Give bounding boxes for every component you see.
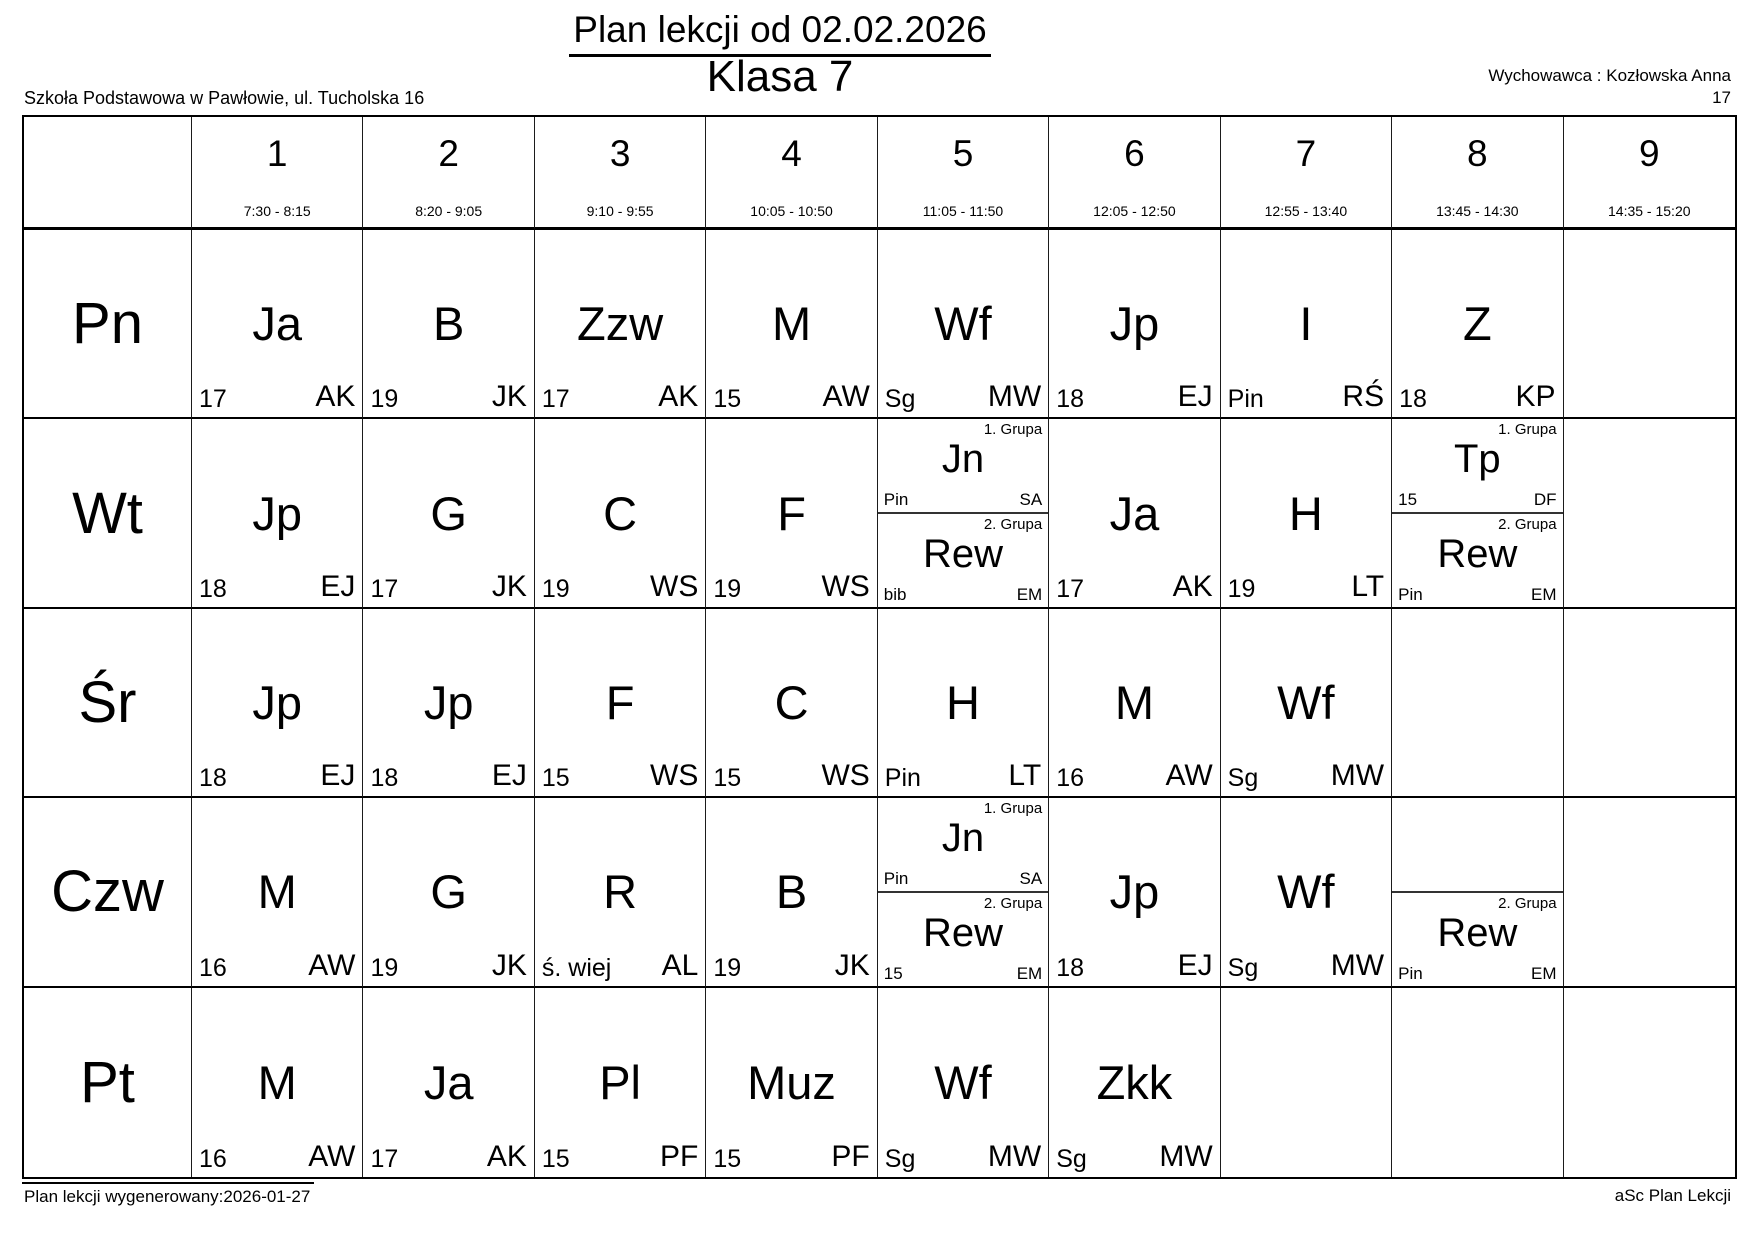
teacher: AW <box>1165 759 1213 793</box>
subject: C <box>774 675 809 729</box>
subject: M <box>257 1055 297 1109</box>
lesson-cell <box>878 609 1049 798</box>
teacher: EM <box>1016 584 1043 604</box>
room: 18 <box>199 574 227 603</box>
lesson-cell <box>1564 988 1735 1177</box>
subject: Rew <box>922 910 1003 955</box>
lesson-cell <box>192 609 363 798</box>
room: 17 <box>370 1144 399 1173</box>
room: 15 <box>713 1144 742 1173</box>
subject: G <box>430 486 467 540</box>
page-number: 17 <box>1712 88 1731 107</box>
room: Pin <box>1398 963 1423 983</box>
subject: Rew <box>1437 910 1518 955</box>
room: 19 <box>370 953 399 982</box>
lesson-cell <box>1049 230 1220 419</box>
teacher: MW <box>1330 948 1385 982</box>
period-time: 14:35 - 15:20 <box>1608 203 1691 219</box>
lesson-cell <box>706 798 877 987</box>
lesson-cell <box>878 798 1049 987</box>
period-header <box>706 117 877 230</box>
teacher: EM <box>1016 963 1043 983</box>
subject: Zkk <box>1096 1055 1173 1109</box>
group-half <box>878 798 1048 893</box>
subject: Wf <box>934 297 992 351</box>
lesson-cell <box>363 988 534 1177</box>
group-label: 2. Grupa <box>983 894 1043 912</box>
room: 17 <box>199 385 227 414</box>
lesson-cell <box>1392 798 1563 987</box>
period-number: 8 <box>1467 133 1488 174</box>
subject: H <box>946 675 980 729</box>
subject: Wf <box>1277 675 1335 729</box>
room: Pin <box>884 764 921 793</box>
subject: H <box>1288 486 1323 540</box>
room: Pin <box>1398 584 1423 604</box>
lesson-cell <box>192 230 363 419</box>
teacher: JK <box>491 948 527 982</box>
teacher: MW <box>987 1139 1042 1173</box>
subject: Jp <box>252 486 303 540</box>
lesson-cell <box>1221 988 1392 1177</box>
teacher: AK <box>486 1139 527 1173</box>
room: 15 <box>883 963 903 983</box>
period-header <box>1221 117 1392 230</box>
room: Pin <box>1227 385 1264 414</box>
room: 18 <box>1056 385 1085 414</box>
period-time: 8:20 - 9:05 <box>415 203 483 219</box>
group-label: 1. Grupa <box>983 800 1043 818</box>
room: Sg <box>884 1144 916 1173</box>
subject: Ja <box>423 1055 474 1109</box>
class-name: Klasa 7 <box>706 52 854 101</box>
period-number: 7 <box>1295 133 1317 174</box>
teacher: EJ <box>1177 380 1213 414</box>
lesson-cell <box>1221 798 1392 987</box>
room: 19 <box>713 953 742 982</box>
period-time: 13:45 - 14:30 <box>1436 203 1519 219</box>
period-number: 4 <box>781 133 802 174</box>
lesson-cell <box>363 609 534 798</box>
generated-date: Plan lekcji wygenerowany:2026-01-27 <box>22 1182 314 1207</box>
teacher: EJ <box>491 759 527 793</box>
teacher: PF <box>831 1139 870 1173</box>
teacher: EM <box>1531 963 1557 983</box>
room: 18 <box>1056 953 1085 982</box>
period-time: 11:05 - 11:50 <box>922 203 1004 219</box>
period-time: 7:30 - 8:15 <box>243 203 311 219</box>
room: 18 <box>1399 385 1427 414</box>
room: ś. wiej <box>541 953 612 982</box>
teacher: EM <box>1531 584 1557 604</box>
group-half <box>1392 798 1562 893</box>
timetable-grid <box>22 115 1737 1179</box>
period-number: 3 <box>609 133 631 174</box>
lesson-cell <box>1392 419 1563 608</box>
lesson-cell <box>1564 230 1735 419</box>
lesson-cell <box>1564 419 1735 608</box>
room: Pin <box>883 868 909 888</box>
teacher: RŚ <box>1342 380 1385 414</box>
subject: M <box>1114 675 1155 729</box>
period-header <box>1564 117 1735 230</box>
room: 15 <box>1398 490 1418 510</box>
lesson-cell <box>1221 419 1392 608</box>
subject: Jp <box>1109 297 1160 351</box>
room: bib <box>883 584 907 604</box>
group-half <box>878 514 1048 607</box>
lesson-cell <box>1221 230 1392 419</box>
subject: B <box>775 865 808 919</box>
teacher: AW <box>822 380 870 414</box>
period-number: 6 <box>1124 133 1145 174</box>
subject: R <box>603 865 638 919</box>
day-label: Śr <box>24 609 192 798</box>
period-time: 10:05 - 10:50 <box>750 203 833 219</box>
lesson-cell <box>192 419 363 608</box>
period-header <box>192 117 363 230</box>
group-half <box>1392 514 1562 607</box>
teacher: EJ <box>320 759 356 793</box>
room: 18 <box>370 764 399 793</box>
period-time: 12:05 - 12:50 <box>1093 203 1176 219</box>
group-label: 2. Grupa <box>1498 894 1557 912</box>
subject: Jp <box>1109 865 1160 919</box>
lesson-cell <box>192 988 363 1177</box>
teacher: JK <box>491 380 527 414</box>
lesson-cell <box>878 988 1049 1177</box>
lesson-cell <box>878 419 1049 608</box>
room: 17 <box>1056 574 1085 603</box>
lesson-cell <box>1049 988 1220 1177</box>
group-half <box>878 893 1048 986</box>
teacher: WS <box>821 759 870 793</box>
subject: Muz <box>747 1055 836 1109</box>
room: 16 <box>199 1144 227 1173</box>
teacher: KP <box>1515 380 1556 414</box>
room: 17 <box>541 385 570 414</box>
teacher: WS <box>821 569 870 603</box>
subject: Ja <box>252 297 303 351</box>
room: 16 <box>1056 764 1085 793</box>
teacher: AK <box>658 380 699 414</box>
period-header <box>535 117 706 230</box>
brand-label: aSc Plan Lekcji <box>1614 1186 1731 1205</box>
group-label: 1. Grupa <box>1498 421 1557 439</box>
subject: Z <box>1462 297 1492 351</box>
teacher: AW <box>308 948 356 982</box>
subject: F <box>605 675 635 729</box>
lesson-cell <box>706 988 877 1177</box>
lesson-cell <box>535 230 706 419</box>
room: 19 <box>1227 574 1256 603</box>
teacher: EJ <box>1177 948 1213 982</box>
subject: Pl <box>599 1055 641 1109</box>
room: Sg <box>1227 953 1259 982</box>
subject: Wf <box>1277 865 1335 919</box>
room: 19 <box>713 574 742 603</box>
teacher: EJ <box>320 569 356 603</box>
lesson-cell <box>363 419 534 608</box>
homeroom-teacher: Wychowawca : Kozłowska Anna <box>1488 66 1731 85</box>
lesson-cell <box>1564 609 1735 798</box>
subject: G <box>430 865 467 919</box>
teacher: JK <box>834 948 870 982</box>
lesson-cell <box>535 609 706 798</box>
teacher: JK <box>491 569 527 603</box>
room: Sg <box>884 385 916 414</box>
teacher: DF <box>1533 490 1557 510</box>
period-number: 2 <box>438 133 459 174</box>
subject: Rew <box>922 531 1003 576</box>
corner-cell <box>24 117 192 230</box>
subject: Zzw <box>577 297 664 351</box>
group-label: 2. Grupa <box>983 516 1043 534</box>
subject: Jn <box>941 816 985 861</box>
day-label: Czw <box>24 798 192 987</box>
day-label: Wt <box>24 419 192 608</box>
school-name: Szkoła Podstawowa w Pawłowie, ul. Tucholska 16 <box>24 88 425 108</box>
teacher: LT <box>1351 569 1385 603</box>
subject: Tp <box>1453 437 1501 482</box>
lesson-cell <box>706 609 877 798</box>
group-label: 2. Grupa <box>1498 516 1557 534</box>
teacher: WS <box>650 759 699 793</box>
lesson-cell <box>1392 988 1563 1177</box>
period-header <box>878 117 1049 230</box>
room: Sg <box>1227 764 1259 793</box>
lesson-cell <box>192 798 363 987</box>
period-number: 1 <box>266 133 288 174</box>
lesson-cell <box>1392 230 1563 419</box>
lesson-cell <box>1564 798 1735 987</box>
room: 18 <box>199 764 227 793</box>
period-time: 12:55 - 13:40 <box>1264 203 1348 219</box>
teacher: PF <box>659 1139 699 1173</box>
teacher: LT <box>1008 759 1042 793</box>
period-header <box>1392 117 1563 230</box>
room: 15 <box>713 385 742 414</box>
period-number: 9 <box>1638 133 1660 174</box>
title-row <box>0 10 1560 57</box>
lesson-cell <box>535 419 706 608</box>
teacher: AL <box>661 948 699 982</box>
period-header <box>363 117 534 230</box>
group-half <box>1392 419 1562 514</box>
room: 19 <box>541 574 570 603</box>
group-label: 1. Grupa <box>983 421 1043 439</box>
teacher: WS <box>650 569 699 603</box>
teacher: AW <box>308 1139 356 1173</box>
subject: M <box>771 297 812 351</box>
subject: Jp <box>423 675 474 729</box>
period-time: 9:10 - 9:55 <box>586 203 654 219</box>
lesson-cell <box>1049 419 1220 608</box>
room: 17 <box>370 574 399 603</box>
subject: Wf <box>934 1055 992 1109</box>
lesson-cell <box>1392 609 1563 798</box>
subject: Jp <box>252 675 303 729</box>
page-title: Plan lekcji od 02.02.2026 <box>569 10 990 57</box>
subject: F <box>777 486 806 540</box>
group-half <box>878 419 1048 514</box>
subject: C <box>603 486 638 540</box>
room: 19 <box>370 385 399 414</box>
teacher: MW <box>987 380 1042 414</box>
room: 15 <box>713 764 742 793</box>
teacher: AK <box>1172 569 1213 603</box>
teacher: MW <box>1330 759 1385 793</box>
teacher: AK <box>315 380 356 414</box>
teacher: SA <box>1019 868 1043 888</box>
room: 15 <box>541 764 570 793</box>
lesson-cell <box>1049 609 1220 798</box>
lesson-cell <box>363 230 534 419</box>
subject: Jn <box>941 437 985 482</box>
group-half <box>1392 893 1562 986</box>
lesson-cell <box>535 798 706 987</box>
subject: Rew <box>1437 531 1518 576</box>
teacher: SA <box>1019 490 1043 510</box>
lesson-cell <box>363 798 534 987</box>
lesson-cell <box>1049 798 1220 987</box>
subject: I <box>1299 297 1313 351</box>
room: Pin <box>883 490 909 510</box>
subject: B <box>432 297 465 351</box>
subject: Ja <box>1109 486 1160 540</box>
lesson-cell <box>1221 609 1392 798</box>
room: 16 <box>199 953 227 982</box>
subject: M <box>257 865 297 919</box>
lesson-cell <box>878 230 1049 419</box>
lesson-cell <box>706 230 877 419</box>
room: Sg <box>1056 1144 1087 1173</box>
lesson-cell <box>535 988 706 1177</box>
period-header <box>1049 117 1220 230</box>
teacher: MW <box>1159 1139 1213 1173</box>
room: 15 <box>541 1144 570 1173</box>
day-label: Pn <box>24 230 192 419</box>
lesson-cell <box>706 419 877 608</box>
day-label: Pt <box>24 988 192 1177</box>
period-number: 5 <box>952 133 974 174</box>
